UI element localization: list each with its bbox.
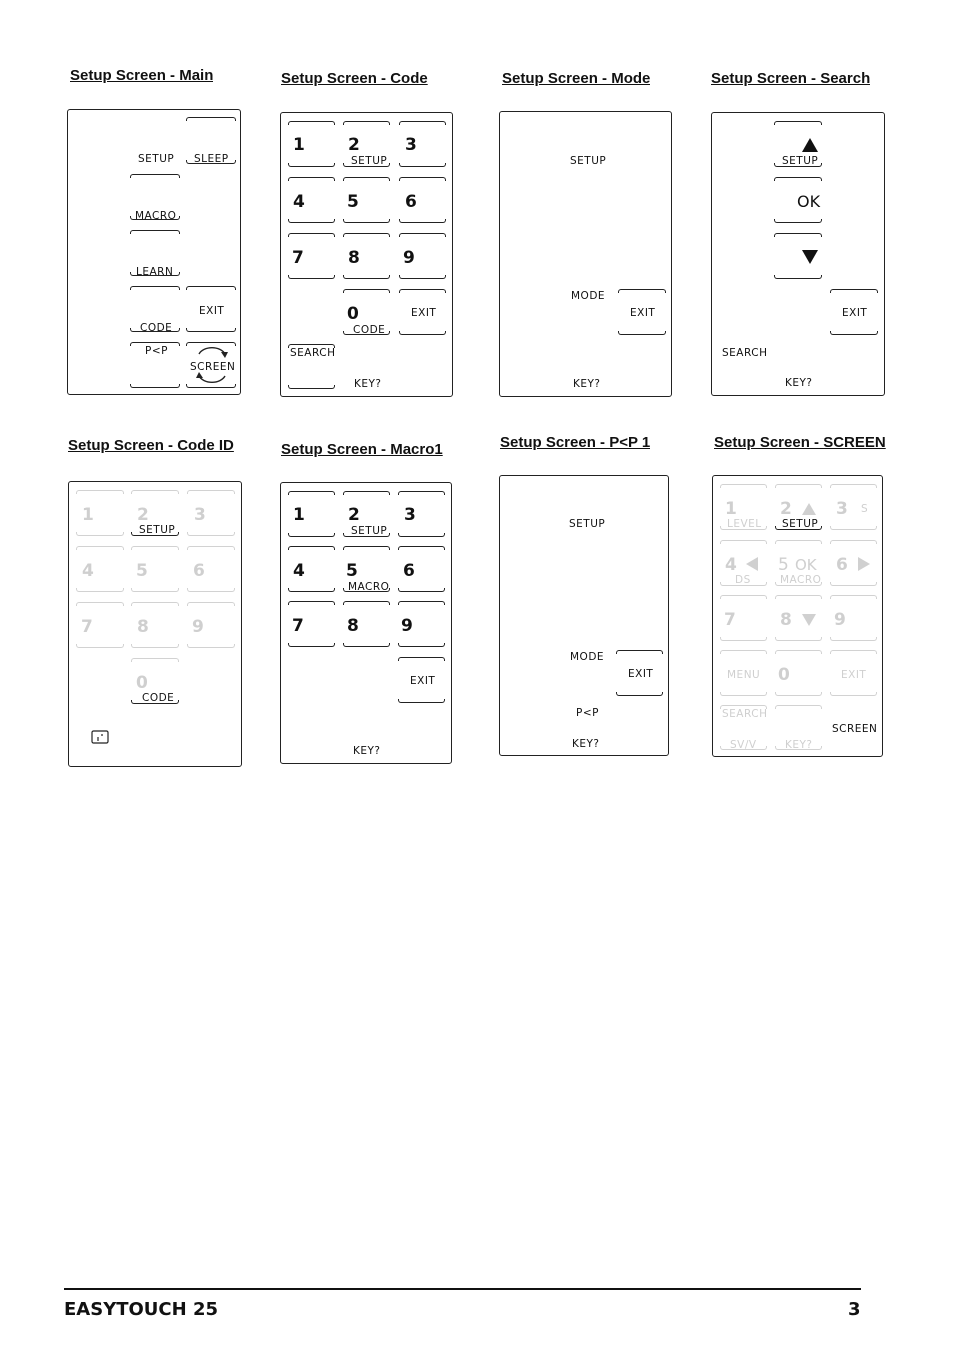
exit-button[interactable]: EXIT (411, 307, 437, 319)
macro-label: MACRO (780, 574, 822, 586)
title-code: Setup Screen - Code (281, 70, 428, 87)
panel-code (280, 112, 453, 397)
key-4[interactable]: 4 (293, 561, 305, 581)
key-2[interactable]: 2 (348, 135, 360, 155)
ds-label: DS (735, 574, 751, 586)
macro-button[interactable]: MACRO (135, 210, 177, 222)
exit-button[interactable]: EXIT (630, 307, 656, 319)
exit-button[interactable]: EXIT (410, 675, 436, 687)
arrow-down-icon[interactable] (801, 249, 819, 265)
setup-label: SETUP (570, 155, 607, 167)
key-2[interactable]: 2 (137, 505, 149, 525)
key-prompt: KEY? (353, 745, 381, 757)
code-label: CODE (142, 692, 175, 704)
panel-macro1 (280, 482, 452, 764)
setup-label: SETUP (138, 153, 175, 165)
sleep-button[interactable]: SLEEP (194, 153, 229, 165)
level-label: LEVEL (727, 518, 762, 530)
panel-main (67, 109, 241, 395)
key-9[interactable]: 9 (403, 248, 415, 268)
key-6[interactable]: 6 (193, 561, 205, 581)
key-5[interactable]: 5 (136, 561, 148, 581)
svv-button[interactable]: SV/V (730, 739, 757, 751)
arrow-up-icon[interactable] (801, 502, 817, 516)
footer-rule (64, 1288, 861, 1290)
key-8[interactable]: 8 (347, 616, 359, 636)
key-1[interactable]: 1 (82, 505, 94, 525)
key-5[interactable]: 5 (778, 555, 789, 575)
panel-codeid (68, 481, 242, 767)
setup-label: SETUP (782, 518, 819, 530)
exit-button[interactable]: EXIT (841, 669, 867, 681)
screen-button[interactable]: SCREEN (190, 361, 236, 373)
key-9[interactable]: 9 (834, 610, 846, 630)
title-screen: Setup Screen - SCREEN (714, 434, 886, 451)
exit-button[interactable]: EXIT (628, 668, 654, 680)
setup-label: SETUP (351, 155, 388, 167)
key-2[interactable]: 2 (348, 505, 360, 525)
mode-label: MODE (570, 651, 605, 663)
title-macro1: Setup Screen - Macro1 (281, 441, 443, 458)
key-3[interactable]: 3 (405, 135, 417, 155)
menu-button[interactable]: MENU (727, 669, 761, 681)
code-button[interactable]: CODE (140, 322, 173, 334)
key-3[interactable]: 3 (194, 505, 206, 525)
key-1[interactable]: 1 (293, 135, 305, 155)
arrow-right-icon[interactable] (857, 556, 871, 572)
code-label: CODE (353, 324, 386, 336)
key-8[interactable]: 8 (137, 617, 149, 637)
exit-button[interactable]: EXIT (842, 307, 868, 319)
ok-button[interactable]: OK (797, 192, 821, 211)
pp-label: P<P (576, 707, 599, 719)
footer-page-number: 3 (848, 1299, 861, 1320)
search-button[interactable]: SEARCH (722, 708, 768, 720)
key-5[interactable]: 5 (346, 561, 358, 581)
exit-button[interactable]: EXIT (199, 305, 225, 317)
key-9[interactable]: 9 (192, 617, 204, 637)
key-4[interactable]: 4 (293, 192, 305, 212)
key-1[interactable]: 1 (725, 499, 737, 519)
arrow-up-icon[interactable] (801, 137, 819, 153)
s-label: S (861, 503, 869, 515)
pp-button[interactable]: P<P (145, 345, 168, 357)
footer-product-name: EASYTOUCH 25 (64, 1299, 219, 1320)
title-mode: Setup Screen - Mode (502, 70, 651, 87)
key-8[interactable]: 8 (780, 610, 792, 630)
setup-label: SETUP (782, 155, 819, 167)
title-codeid: Setup Screen - Code ID (68, 437, 234, 454)
mode-label: MODE (571, 290, 606, 302)
key-7[interactable]: 7 (292, 616, 304, 636)
setup-label: SETUP (139, 524, 176, 536)
learn-button[interactable]: LEARN (136, 266, 174, 278)
key-7[interactable]: 7 (724, 610, 736, 630)
info-icon (91, 730, 109, 744)
panel-search (711, 112, 885, 396)
setup-label: SETUP (351, 525, 388, 537)
key-6[interactable]: 6 (403, 561, 415, 581)
key-9[interactable]: 9 (401, 616, 413, 636)
key-0[interactable]: 0 (347, 304, 359, 324)
key-4[interactable]: 4 (725, 555, 737, 575)
ok-button[interactable]: OK (795, 556, 817, 574)
key-8[interactable]: 8 (348, 248, 360, 268)
key-1[interactable]: 1 (293, 505, 305, 525)
title-search: Setup Screen - Search (711, 70, 871, 87)
key-0[interactable]: 0 (778, 665, 790, 685)
key-prompt: KEY? (354, 378, 382, 390)
setup-label: SETUP (569, 518, 606, 530)
key-prompt: KEY? (572, 738, 600, 750)
key-prompt: KEY? (573, 378, 601, 390)
search-label: SEARCH (722, 347, 768, 359)
macro-label: MACRO (348, 581, 390, 593)
key-2[interactable]: 2 (780, 499, 792, 519)
key-6[interactable]: 6 (836, 555, 848, 575)
key-5[interactable]: 5 (347, 192, 359, 212)
key-7[interactable]: 7 (292, 248, 304, 268)
arrow-left-icon[interactable] (745, 556, 759, 572)
key-7[interactable]: 7 (81, 617, 93, 637)
title-main: Setup Screen - Main (70, 67, 214, 84)
key-3[interactable]: 3 (404, 505, 416, 525)
screen-button[interactable]: SCREEN (832, 723, 878, 735)
key-0[interactable]: 0 (136, 673, 148, 693)
search-button[interactable]: SEARCH (290, 347, 336, 359)
panel-pp1 (499, 475, 669, 756)
key-prompt: KEY? (785, 739, 813, 751)
key-6[interactable]: 6 (405, 192, 417, 212)
arrow-down-icon[interactable] (801, 613, 817, 627)
panel-mode (499, 111, 672, 397)
panel-screen (712, 475, 883, 757)
title-pp1: Setup Screen - P<P 1 (500, 434, 651, 451)
key-3[interactable]: 3 (836, 499, 848, 519)
key-4[interactable]: 4 (82, 561, 94, 581)
key-prompt: KEY? (785, 377, 813, 389)
